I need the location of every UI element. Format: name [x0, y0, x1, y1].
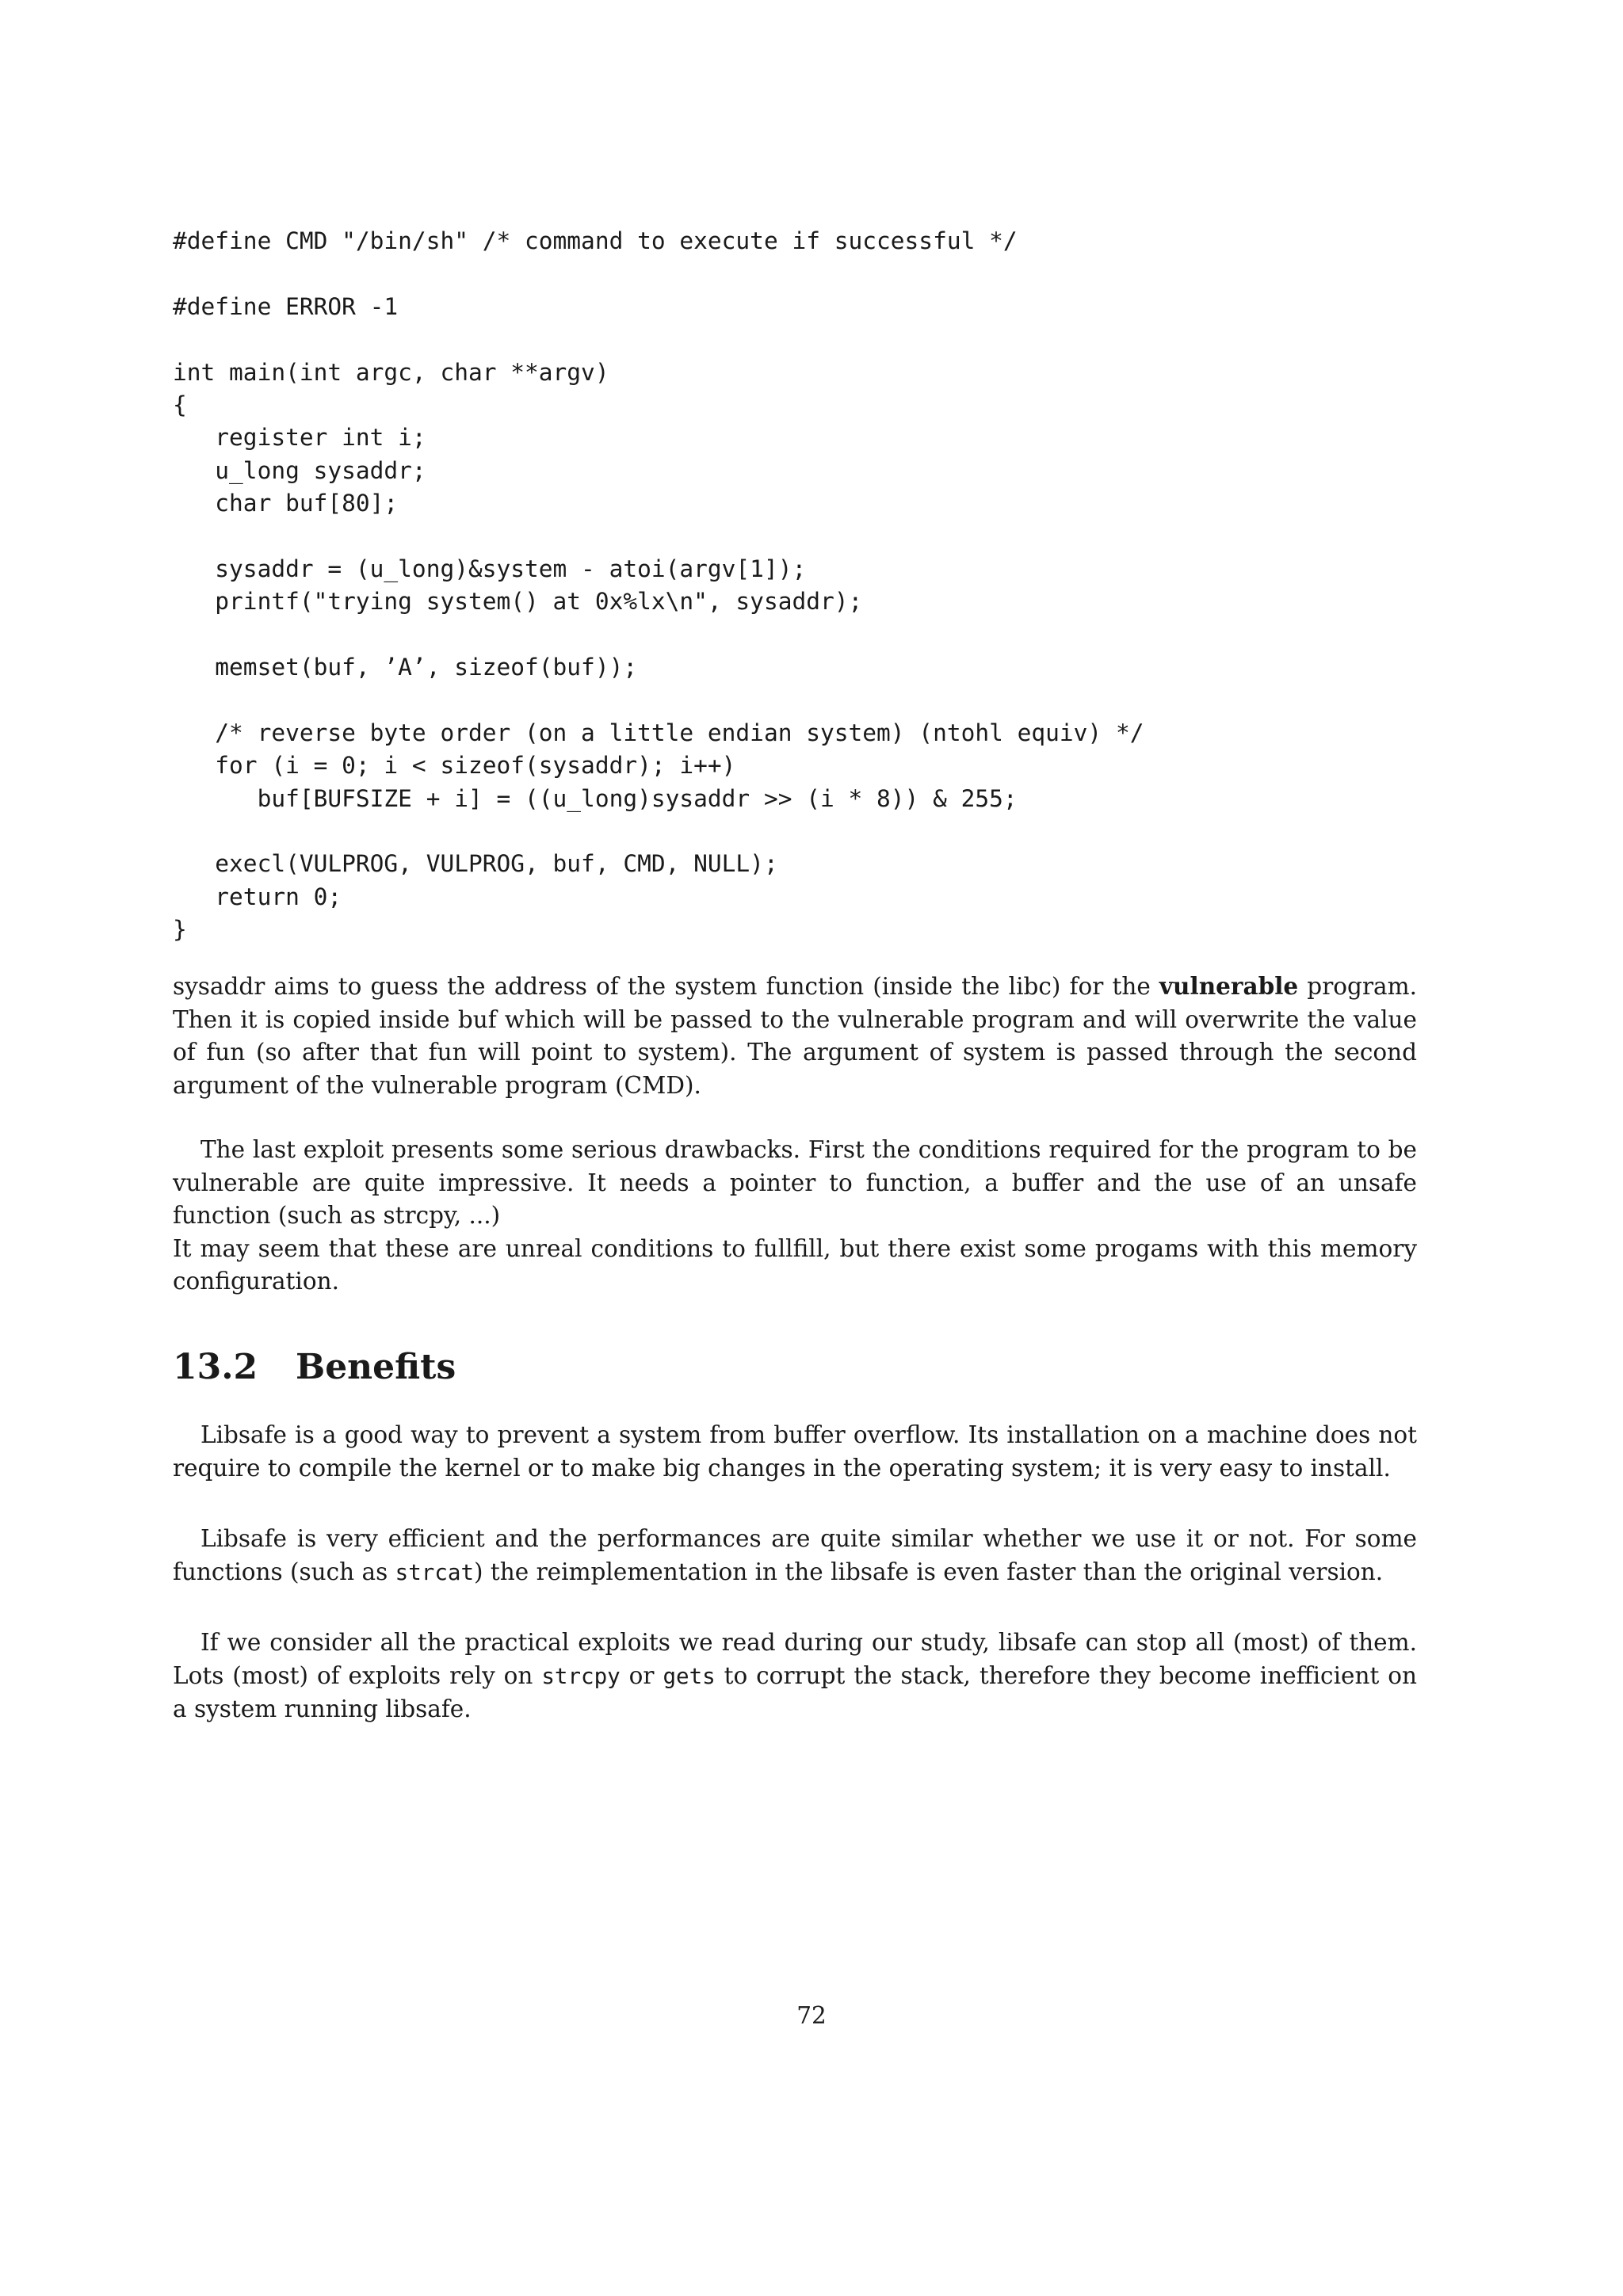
section-title: Benefits: [296, 1347, 456, 1387]
benefits-paragraph-2: [173, 1523, 1417, 1589]
benefits-text-3: If we consider all the practical exploits we read during our study, libsafe can stop all (most) of them. Lots (most) of exploits rely on: [173, 1629, 1417, 1689]
code-line: #define ERROR -1: [173, 292, 399, 320]
code-line: /* reverse byte order (on a little endian system) (ntohl equiv) */: [173, 719, 1144, 746]
drawbacks-text: The last exploit presents some serious drawbacks. First the conditions required for the program to be vulnerable are quite impressive. It needs a pointer to function, a buffer and the use of an unsafe function (such as strcpy, ...): [173, 1136, 1417, 1229]
code-line: char buf[80];: [173, 490, 399, 517]
code-line: [173, 815, 1144, 848]
benefits-text-2-continued: ) the reimplementation in the libsafe is even faster than the original version.: [474, 1558, 1384, 1585]
code-line: buf[BUFSIZE + i] = ((u_long)sysaddr >> (i * 8)) & 255;: [173, 784, 1018, 812]
code-line: [173, 619, 1144, 651]
code-line: [173, 257, 1144, 290]
code-line: }: [173, 916, 187, 944]
code-line: int main(int argc, char **argv): [173, 358, 609, 386]
drawbacks-paragraph: [173, 1134, 1417, 1299]
inline-code-strcat: strcat: [395, 1559, 474, 1585]
code-line: execl(VULPROG, VULPROG, buf, CMD, NULL);: [173, 850, 778, 878]
code-line: printf("trying system() at 0x%lx\n", sysaddr);: [173, 588, 863, 616]
code-line: sysaddr = (u_long)&system - atoi(argv[1]);: [173, 555, 807, 582]
code-line: [173, 323, 1144, 356]
code-line: return 0;: [173, 883, 342, 910]
code-line: memset(buf, ’A’, sizeof(buf));: [173, 654, 638, 681]
benefits-paragraph-3: [173, 1627, 1417, 1726]
section-heading: [173, 1347, 456, 1387]
benefits-text-1: Libsafe is a good way to prevent a system from buffer overflow. Its installation on a machine does not require to compile the kernel or to make big changes in the operating system; it is very easy to install.: [173, 1421, 1417, 1482]
code-listing: [173, 225, 1144, 947]
benefits-text-3-mid: or: [620, 1661, 663, 1689]
section-number: 13.2: [173, 1347, 258, 1387]
inline-code-gets: gets: [663, 1663, 716, 1689]
explanation-text-continued: program. Then it is copied inside buf which will be passed to the vulnerable program and will overwrite the value of fun (so after that fun will point to system). The argument of system is passed through the second argument of the vulnerable program (CMD).: [173, 973, 1417, 1099]
drawbacks-text-continued: It may seem that these are unreal conditions to fullfill, but there exist some progams with this memory configuration.: [173, 1234, 1417, 1295]
page-number: 72: [796, 2002, 827, 2029]
code-line: u_long sysaddr;: [173, 456, 426, 484]
code-line: [173, 521, 1144, 553]
benefits-text-3-continued: to corrupt the stack, therefore they become inefficient on a system running libsafe.: [173, 1661, 1418, 1722]
benefits-text-2: Libsafe is very efficient and the performances are quite similar whether we use it or not. For some functions (such as: [173, 1525, 1417, 1585]
code-line: for (i = 0; i < sizeof(sysaddr); i++): [173, 752, 736, 780]
code-line: #define CMD "/bin/sh" /* command to execute if successful */: [173, 227, 1018, 254]
code-line: [173, 684, 1144, 716]
explanation-paragraph: [173, 970, 1417, 1102]
code-line: register int i;: [173, 424, 426, 452]
code-line: {: [173, 391, 187, 418]
inline-code-strcpy: strcpy: [541, 1663, 621, 1689]
emphasis-vulnerable: vulnerable: [1159, 972, 1299, 1000]
benefits-paragraph-1: [173, 1419, 1417, 1485]
explanation-text: sysaddr aims to guess the address of the system function (inside the libc) for the: [173, 973, 1159, 1000]
